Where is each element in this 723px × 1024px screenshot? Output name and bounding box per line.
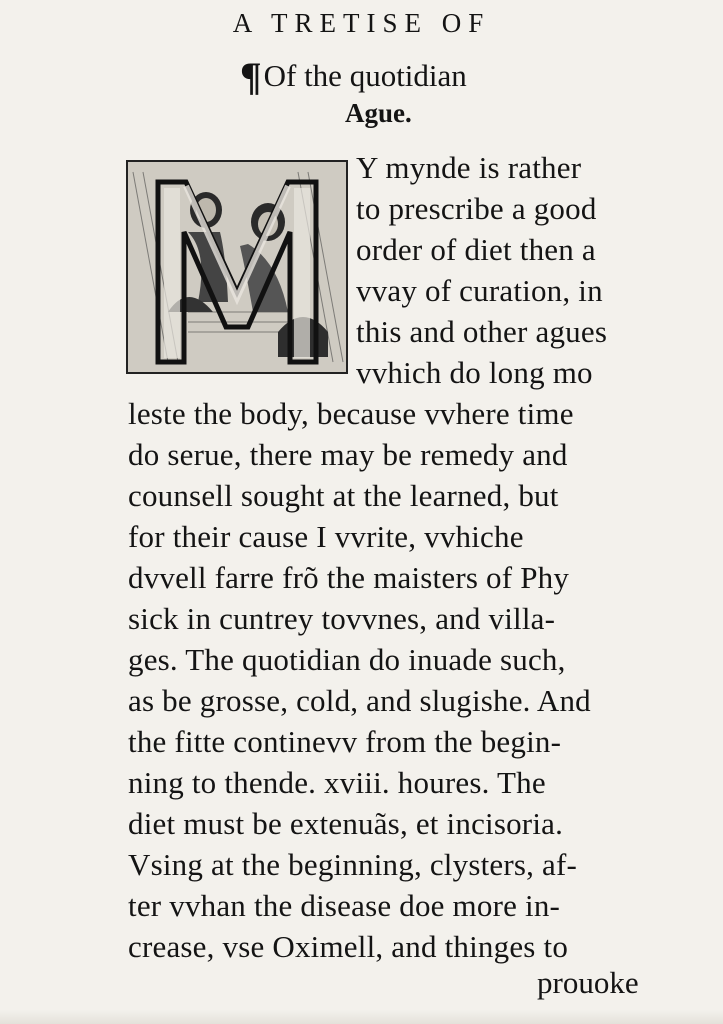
text-line: for their cause I vvrite, vvhiche: [128, 519, 524, 554]
running-head: A TRETISE OF: [232, 8, 491, 38]
text-line: crease, vse Oximell, and thinges to: [128, 929, 569, 964]
pilcrow-mark: ¶: [240, 54, 262, 99]
text-line: sick in cuntrey tovvnes, and villa-: [128, 601, 556, 636]
section-subtitle: Ague.: [345, 98, 412, 128]
text-line: counsell sought at the learned, but: [128, 478, 559, 513]
woodcut-initial-illustration: [128, 162, 346, 372]
catchword: prouoke: [537, 965, 639, 1000]
text-line: order of diet then a: [356, 232, 596, 267]
text-line: do serue, there may be remedy and: [128, 437, 568, 472]
text-line: ning to thende. xviii. houres. The: [128, 765, 546, 800]
text-line: as be grosse, cold, and slugishe. And: [128, 683, 591, 718]
section-title-text: Of the quotidian: [263, 58, 467, 93]
text-line: leste the body, because vvhere time: [128, 396, 574, 431]
text-line: vvay of curation, in: [356, 273, 603, 308]
text-line: ges. The quotidian do inuade such,: [128, 642, 566, 677]
page-bottom-edge: [0, 1010, 723, 1024]
text-line: ter vvhan the disease doe more in-: [128, 888, 561, 923]
text-line: to prescribe a good: [356, 191, 597, 226]
text-line: this and other agues: [356, 314, 608, 349]
text-line: Vsing at the beginning, clysters, af-: [128, 847, 578, 882]
decorated-initial: [126, 160, 348, 374]
section-title: [240, 54, 467, 99]
text-line: Y mynde is rather: [356, 150, 582, 185]
text-line: the fitte continevv from the begin-: [128, 724, 562, 759]
text-line: vvhich do long mo: [356, 355, 593, 390]
text-line: dvvell farre frõ the maisters of Phy: [128, 560, 570, 595]
text-line: diet must be extenuãs, et incisoria.: [128, 806, 564, 841]
